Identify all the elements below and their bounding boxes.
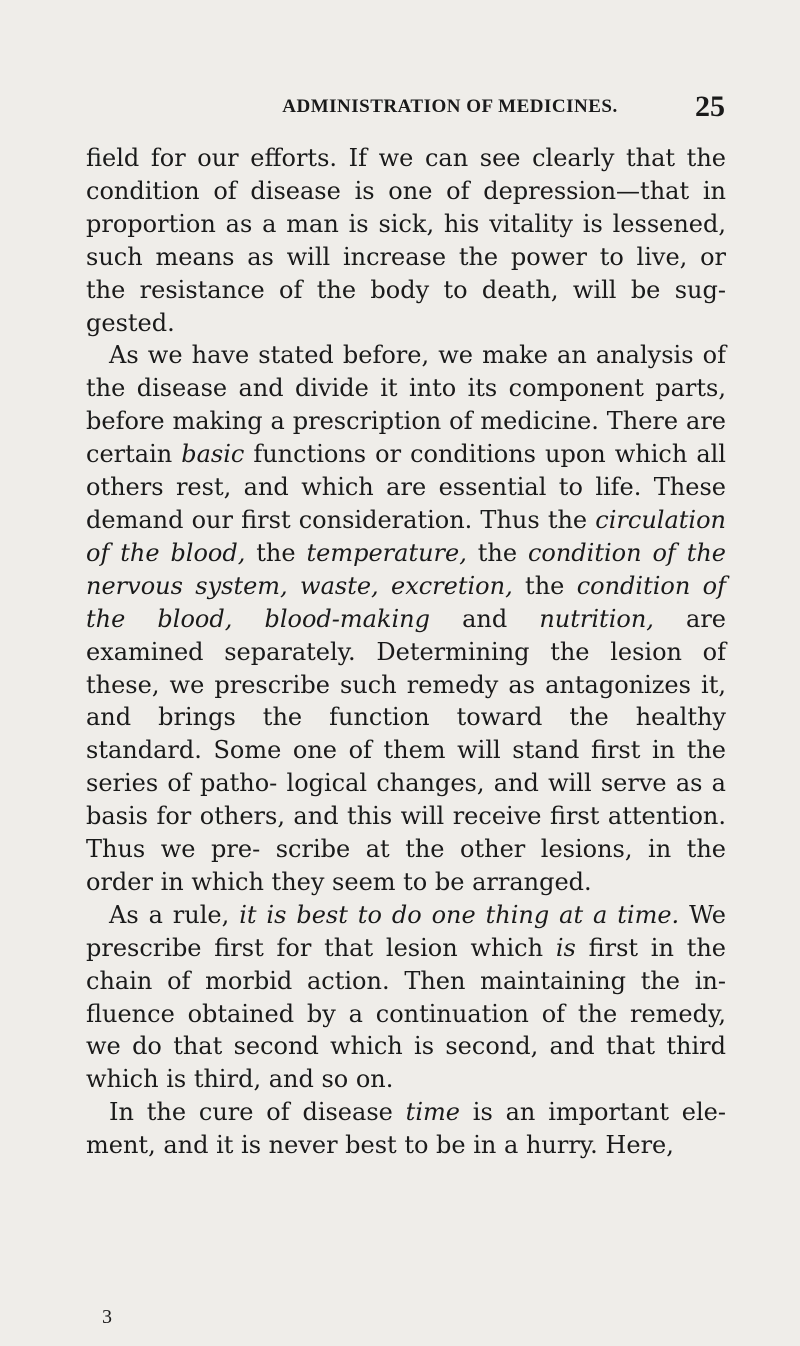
p2-italic-nervous: condition of the nervous system, waste, excretion,	[86, 538, 727, 600]
p2-text-1: As we have stated before, we make an analysis of the disease and divide it into its component parts, before making a prescription of medicine. There are certain	[86, 341, 726, 469]
p3-italic-is: is	[555, 933, 576, 962]
p4-italic-time: time	[405, 1098, 460, 1127]
p2-text-3: the	[245, 538, 307, 567]
running-title: ADMINISTRATION OF MEDICINES.	[282, 96, 618, 117]
p3-text-1: As a rule,	[109, 900, 240, 929]
p2-text-4: the	[466, 538, 528, 567]
p2-text-5: the	[512, 571, 577, 600]
p3-italic-rule: it is best to do one thing at a time.	[239, 900, 680, 929]
page-number: 25	[695, 90, 725, 123]
p2-text-7: are examined separately. Determining the lesion of these, we prescribe such remedy as antagonizes it, and brings the function toward the healthy standard. Some one of them will stand first in the series of patho- logical changes, and will serve as a basis for others, and this will receive first attention. Thus we pre- scribe at the other lesions, in the order in which they seem to be arranged.	[86, 604, 727, 896]
paragraph-2	[86, 339, 726, 898]
p2-italic-circulation: circulation of the blood,	[86, 505, 726, 567]
signature-mark: 3	[102, 1306, 112, 1328]
p2-text-2: functions or conditions upon which all others rest, and which are essential to life. These demand our first consideration. Thus the	[86, 440, 726, 534]
p3-text-2: We prescribe first for that lesion which	[86, 900, 726, 962]
p2-text-6: and	[429, 604, 540, 633]
paragraph-3	[86, 899, 726, 1096]
p2-italic-temperature: temperature,	[306, 538, 467, 567]
p4-text-2: is an important ele- ment, and it is never best to be in a hurry. Here,	[86, 1098, 726, 1160]
body-text	[86, 142, 726, 1162]
p4-text-1: In the cure of disease	[109, 1098, 406, 1127]
p2-italic-basic: basic	[181, 440, 245, 469]
p3-text-3: first in the chain of morbid action. Then maintaining the in- fluence obtained by a continuation of the remedy, we do that second which is second, and that third which is third, and so on.	[86, 933, 727, 1094]
p2-italic-blood: condition of the blood, blood-making	[86, 571, 726, 633]
paragraph-4	[86, 1096, 726, 1162]
paragraph-1: field for our efforts. If we can see clearly that the condition of disease is one of depression—that in proportion as a man is sick, his vitality is lessened, such means as will increase the power to live, or the resistance of the body to death, will be sug- gested.	[86, 144, 726, 337]
p2-italic-nutrition: nutrition,	[539, 604, 654, 633]
